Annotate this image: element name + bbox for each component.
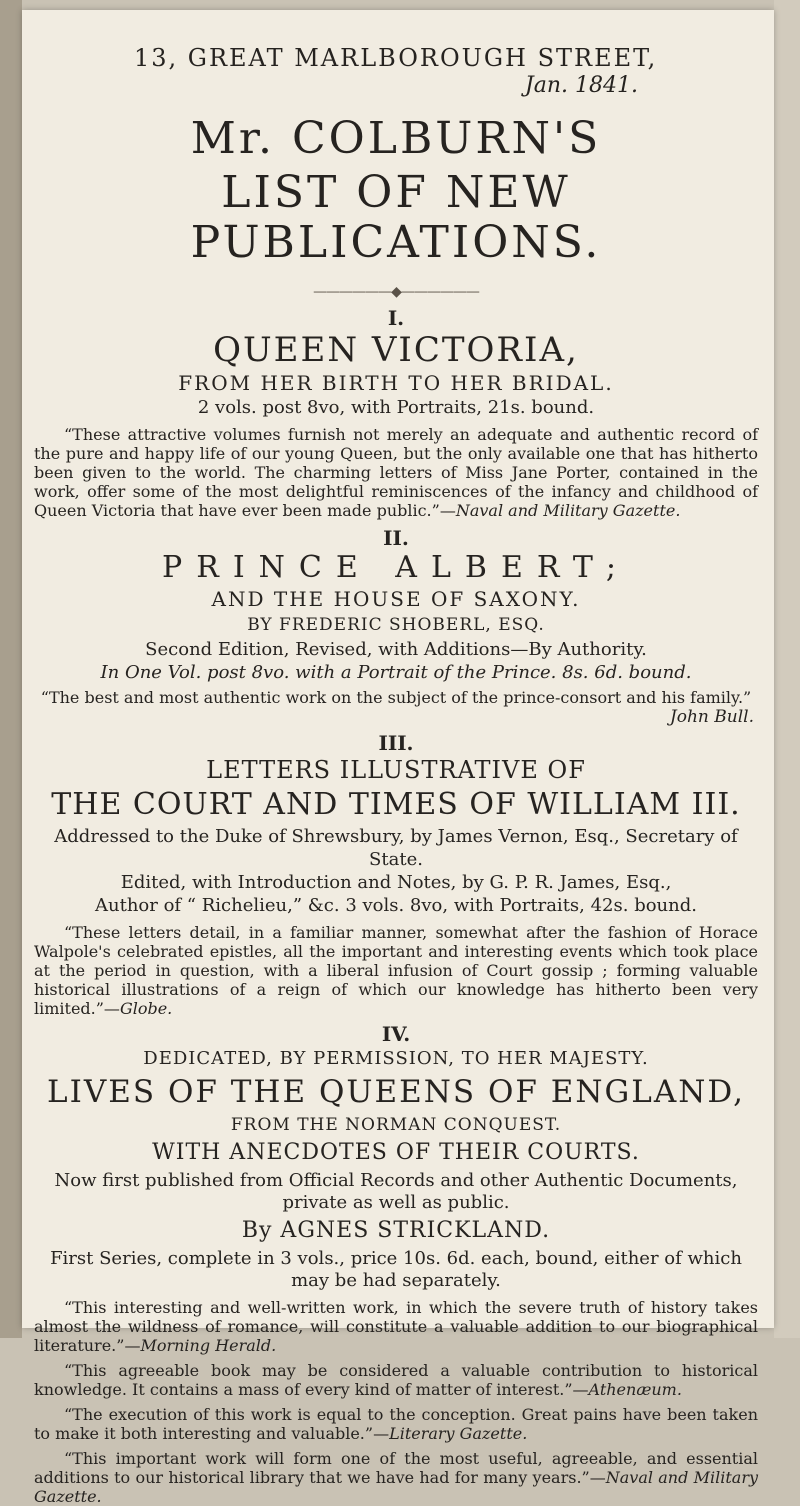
quote-source: Athenæum.: [588, 1380, 682, 1399]
document-page: [22, 10, 774, 1506]
left-page-edge: [0, 0, 22, 1338]
publication-entry-1: [34, 306, 758, 520]
quote-text: “These attractive volumes furnish not merely an adequate and authentic record of the pure and happy life of our young Queen, but the only available one that has hitherto been given to the world. The charming letters of Miss Jane Porter, contained in the work, offer some of the most delightful reminiscences of the infancy and childhood of Queen Victoria that have ever been made public.”—: [34, 425, 758, 520]
entry-subtitle: AND THE HOUSE OF SAXONY.: [211, 587, 581, 611]
quote-source: John Bull.: [669, 707, 754, 727]
quote-text: “These letters detail, in a familiar manner, somewhat after the fashion of Horace Walpole's celebrated epistles, all the important and interesting events which took place at the period in question, with a liberal infusion of Court gossip ; forming valuable historical illustrations of a reign of which our knowledge has hitherto been very limited.”—: [34, 923, 758, 1018]
publication-entry-4: [34, 1022, 758, 1506]
entry-note: Now first published from Official Records and other Authentic Documents, private as well as public.: [54, 1170, 738, 1213]
review-quote: [34, 1449, 758, 1506]
entry-title: PRINCE ALBERT;: [162, 550, 630, 585]
entry-subtitle: FROM HER BIRTH TO HER BRIDAL.: [178, 371, 614, 395]
review-quote: [34, 425, 758, 520]
review-quote: [34, 1298, 758, 1355]
review-quote: [34, 923, 758, 1018]
quote-source: Literary Gazette.: [389, 1424, 528, 1443]
entry-title-top: LETTERS ILLUSTRATIVE OF: [206, 756, 586, 784]
review-quote: [34, 1361, 758, 1399]
entry-address: Addressed to the Duke of Shrewsbury, by James Vernon, Esq., Secretary of State.: [54, 826, 738, 870]
entry-dedication: DEDICATED, BY PERMISSION, TO HER MAJESTY.: [143, 1048, 649, 1069]
entry-subtitle-2: WITH ANECDOTES OF THEIR COURTS.: [152, 1140, 640, 1165]
quote-text: “This interesting and well-written work, in which the severe truth of history takes almost the wildness of romance, will constitute a valuable addition to our biographical literature.”—: [34, 1298, 758, 1355]
quote-source: Naval and Military Gazette.: [34, 1468, 759, 1506]
entry-details: First Series, complete in 3 vols., price 10s. 6d. each, bound, either of which may be had separately.: [50, 1248, 742, 1291]
right-page-edge: [774, 0, 800, 1338]
publication-entry-3: [34, 731, 758, 1018]
entry-numeral: II.: [383, 526, 409, 550]
entry-details: 2 vols. post 8vo, with Portraits, 21s. bound.: [197, 397, 595, 418]
entry-numeral: III.: [378, 731, 414, 755]
entry-author: By AGNES STRICKLAND.: [241, 1218, 551, 1243]
page-title: LIST OF NEW PUBLICATIONS.: [190, 167, 602, 268]
review-quote: [34, 1405, 758, 1443]
quote-text: “This important work will form one of the most useful, agreeable, and essential additions to our historical library that we have had for many years.”—: [34, 1449, 758, 1487]
entry-title: LIVES OF THE QUEENS OF ENGLAND,: [47, 1074, 745, 1110]
entry-subtitle: FROM THE NORMAN CONQUEST.: [230, 1115, 562, 1135]
publisher-name: Mr. COLBURN'S: [190, 113, 602, 164]
entry-numeral: I.: [387, 306, 405, 330]
publication-date: Jan. 1841.: [524, 73, 638, 98]
quote-source: Globe.: [119, 999, 173, 1018]
quote-text: “This agreeable book may be considered a valuable contribution to historical knowledge. It contains a mass of every kind of matter of interest.”—: [34, 1361, 758, 1399]
entry-details: Author of “ Richelieu,” &c. 3 vols. 8vo, with Portraits, 42s. bound.: [95, 895, 697, 916]
entry-numeral: IV.: [381, 1022, 411, 1046]
entry-title: QUEEN VICTORIA,: [213, 330, 579, 370]
entry-title: THE COURT AND TIMES OF WILLIAM III.: [51, 787, 741, 822]
entry-editor: Edited, with Introduction and Notes, by G. P. R. James, Esq.,: [120, 872, 672, 893]
entry-details: In One Vol. post 8vo. with a Portrait of the Prince. 8s. 6d. bound.: [100, 662, 692, 683]
quote-text: “The execution of this work is equal to the conception. Great pains have been taken to make it both interesting and valuable.”—: [34, 1405, 758, 1443]
entry-edition: Second Edition, Revised, with Additions—By Authority.: [145, 639, 647, 660]
entry-author: BY FREDERIC SHOBERL, ESQ.: [247, 615, 545, 635]
quote-source: Morning Herald.: [140, 1336, 277, 1355]
publication-entry-2: [34, 526, 758, 727]
review-quote: “The best and most authentic work on the subject of the prince-consort and his family.”: [40, 688, 752, 707]
ornament-divider: ——————◆——————: [313, 284, 479, 300]
publisher-address: 13, GREAT MARLBOROUGH STREET,: [134, 44, 658, 72]
quote-source: Naval and Military Gazette.: [455, 501, 681, 520]
